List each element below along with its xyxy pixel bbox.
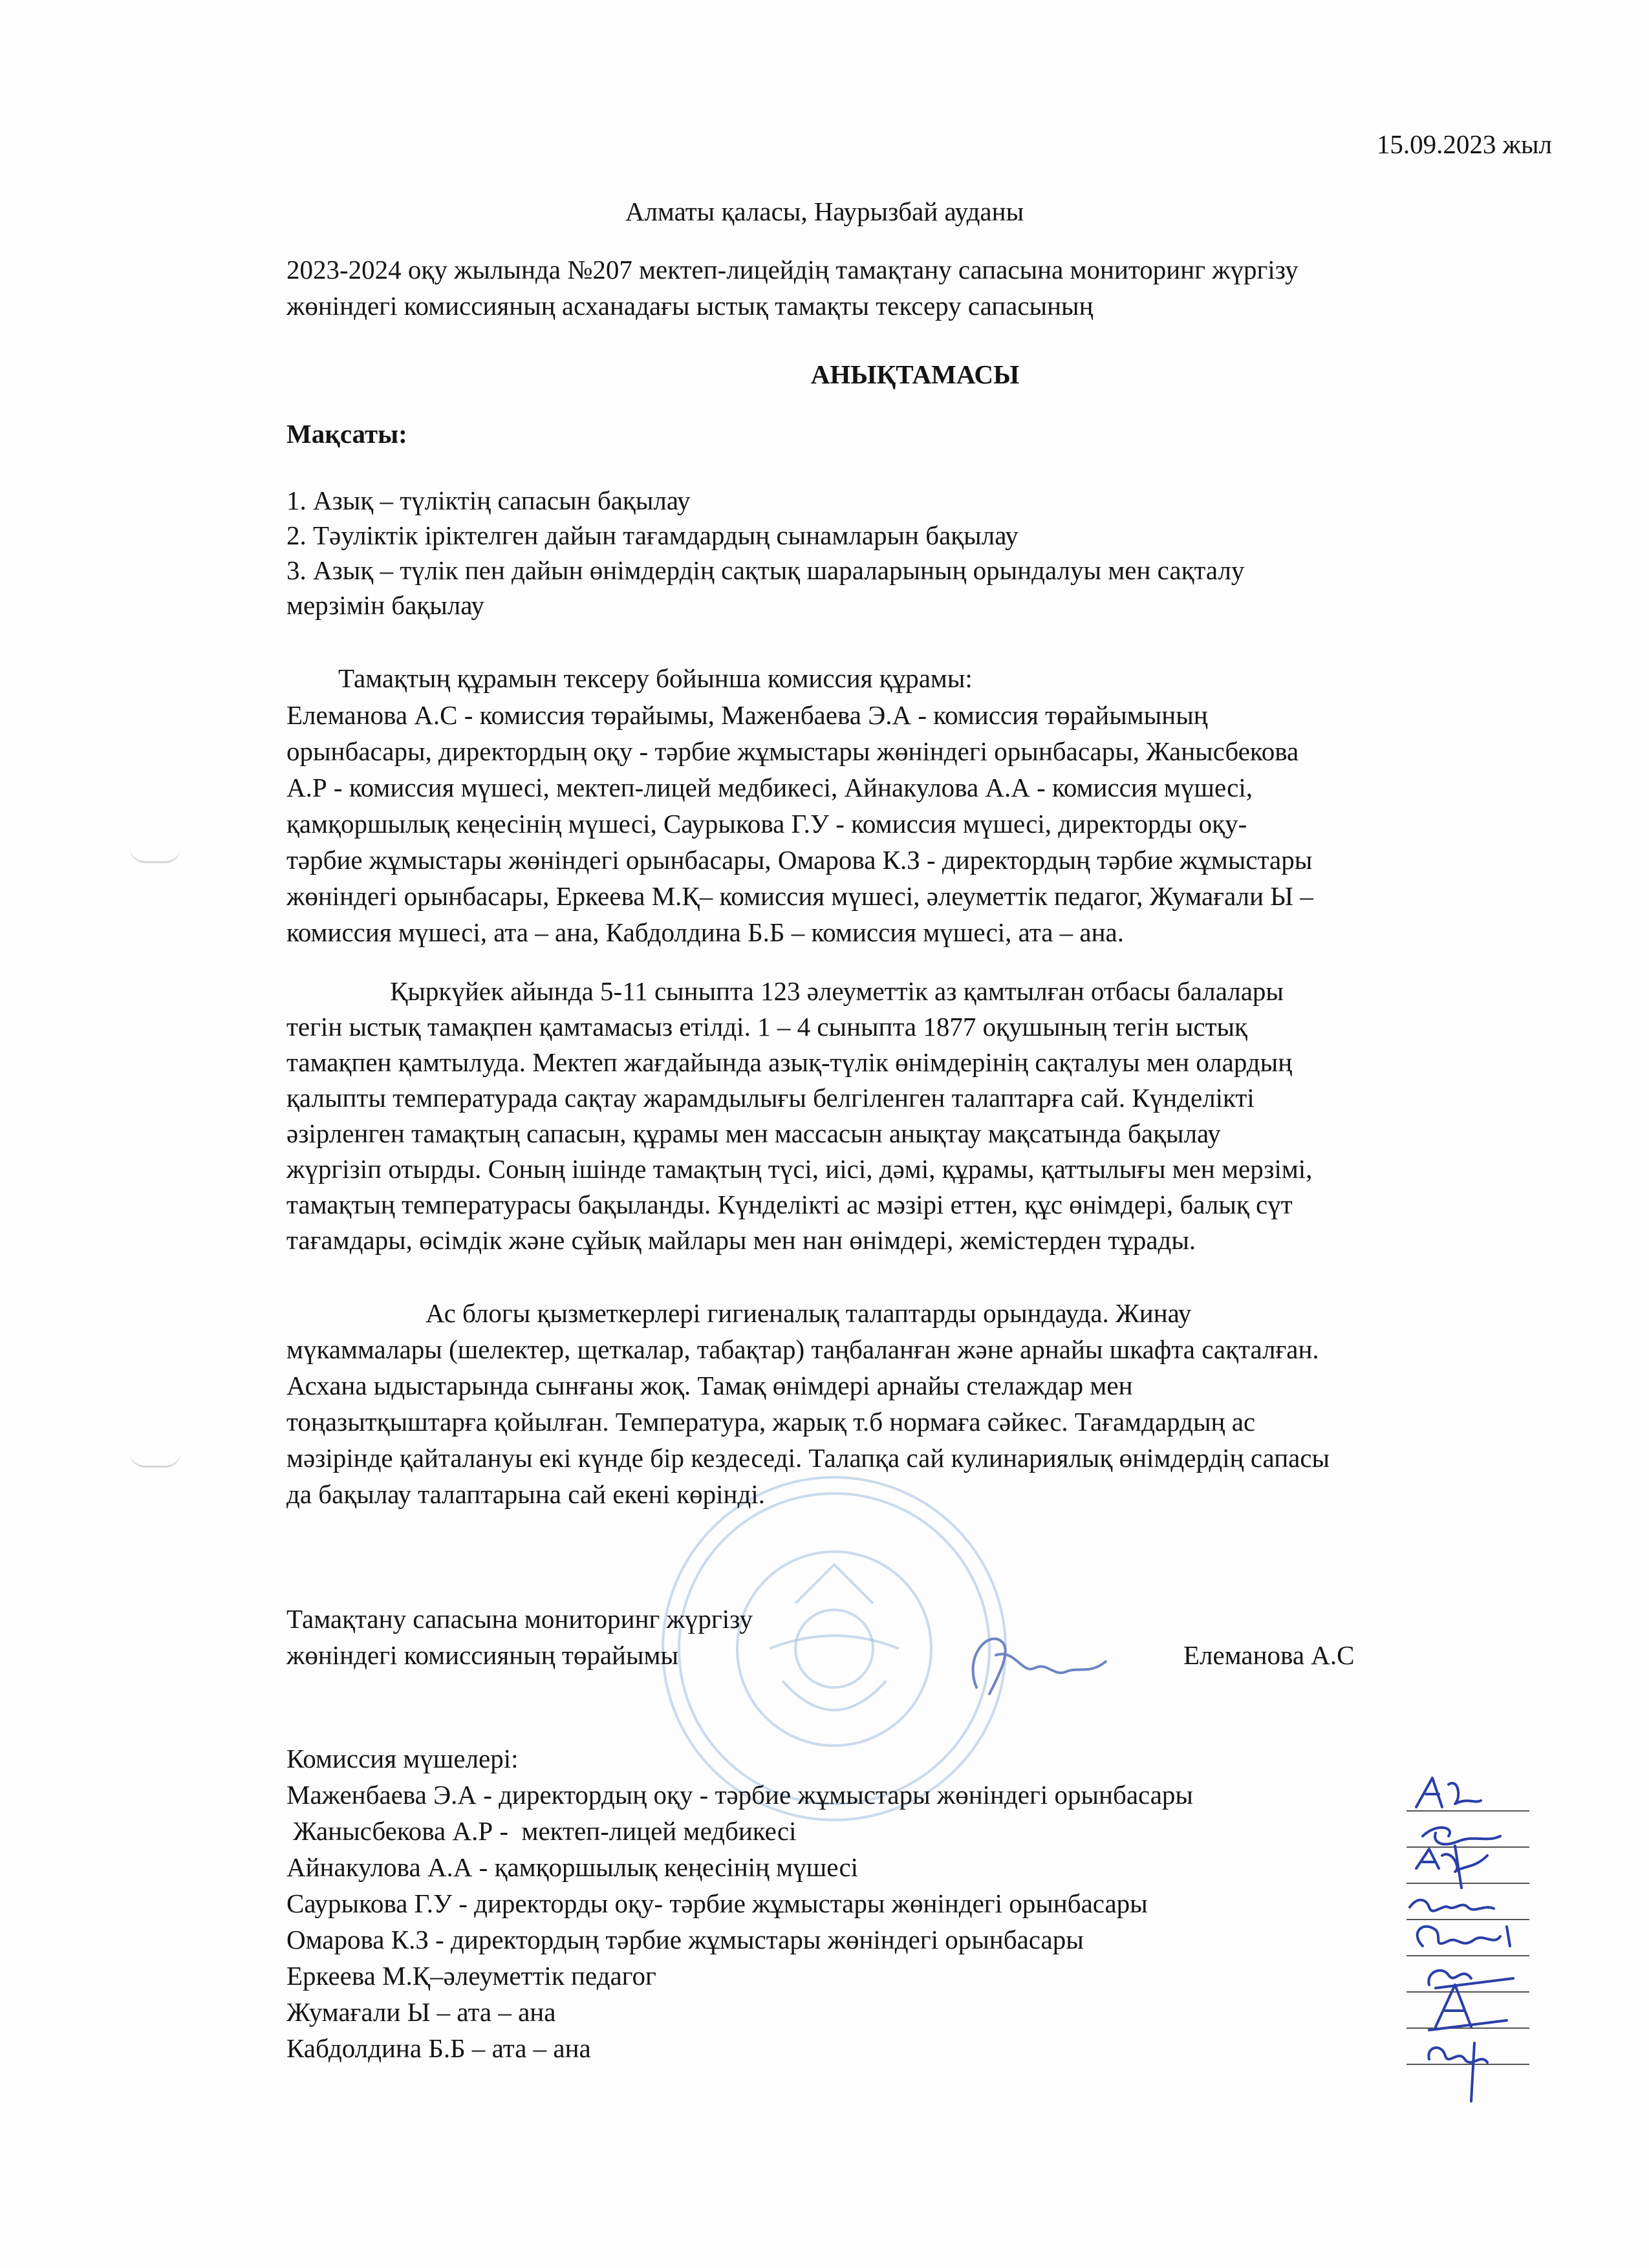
member-line: Жанысбекова А.Р - мектеп-лицей медбикесі bbox=[286, 1816, 797, 1846]
text-line: Елеманова А.С - комиссия төрайымы, Маженбаева Э.А - комиссия төрайымының bbox=[286, 700, 1208, 730]
scan-smudge bbox=[129, 847, 181, 863]
document-title-line-2: жөніндегі комиссияның асханадағы ыстық тамақты тексеру сапасының bbox=[286, 291, 1094, 321]
text-line: комиссия мүшесі, ата – ана, Кабдолдина Б.Б – комиссия мүшесі, ата – ана. bbox=[286, 917, 1125, 947]
member-line: Омарова К.З - директордың тәрбие жұмыстары жөніндегі орынбасары bbox=[286, 1925, 1084, 1954]
text-line: орынбасары, директордың оқу - тәрбие жұмыстары жөніндегі орынбасары, Жанысбекова bbox=[286, 736, 1299, 766]
member-line: Саурыкова Г.У - директорды оқу- тәрбие жұмыстары жөніндегі орынбасары bbox=[286, 1888, 1148, 1918]
goal-item: мерзімін бақылау bbox=[286, 590, 484, 620]
text-line: қалыпты температурада сақтау жарамдылығы белгіленген талаптарға сай. Күнделікті bbox=[286, 1083, 1255, 1113]
document-title-line-1: 2023-2024 оқу жылында №207 мектеп-лицейдің тамақтану сапасына мониторинг жүргізу bbox=[286, 255, 1299, 284]
member-line: Маженбаева Э.А - директордың оқу - тәрбие жұмыстары жөніндегі орынбасары bbox=[286, 1780, 1193, 1810]
chair-title-line-1: Тамақтану сапасына мониторинг жүргізу bbox=[286, 1604, 753, 1634]
document-date: 15.09.2023 жыл bbox=[1376, 129, 1552, 159]
text-line: тегін ыстық тамақпен қамтамасыз етілді. 1 – 4 сыныпта 1877 оқушының тегін ыстық bbox=[286, 1012, 1247, 1042]
member-line: Айнакулова А.А - қамқоршылық кеңесінің мүшесі bbox=[286, 1852, 859, 1882]
chair-signature bbox=[951, 1616, 1119, 1713]
member-line: Еркеева М.Қ–әлеуметтік педагог bbox=[286, 1961, 656, 1991]
member-signatures bbox=[1397, 1771, 1565, 2108]
text-line: мүкаммалары (шелектер, щеткалар, табақтар) таңбаланған және арнайы шкафта сақталған. bbox=[286, 1334, 1319, 1364]
text-line: Қыркүйек айында 5-11 сыныпта 123 әлеуметтік аз қамтылған отбасы балалары bbox=[390, 976, 1284, 1006]
text-line: мәзірінде қайталануы екі күнде бір кездеседі. Талапқа сай кулинариялық өнімдердің сапасы bbox=[286, 1443, 1330, 1473]
goal-item: 3. Азық – түлік пен дайын өнімдердің сақтық шараларының орындалуы мен сақталу bbox=[286, 555, 1245, 585]
text-line: әзірленген тамақтың сапасын, құрамы мен массасын анықтау мақсатында бақылау bbox=[286, 1118, 1221, 1148]
text-line: жүргізіп отырды. Соның ішінде тамақтың түсі, иісі, дәмі, құрамы, қаттылығы мен мерзімі, bbox=[286, 1154, 1313, 1184]
document-heading: АНЫҚТАМАСЫ bbox=[810, 359, 1020, 389]
text-line: А.Р - комиссия мүшесі, мектеп-лицей медбикесі, Айнакулова А.А - комиссия мүшесі, bbox=[286, 773, 1253, 802]
text-line: Ас блогы қызметкерлері гигиеналық талаптарды орындауда. Жинау bbox=[426, 1298, 1192, 1328]
goal-item: 2. Тәуліктік іріктелген дайын тағамдардың сынамларын бақылау bbox=[286, 520, 1018, 550]
scan-smudge bbox=[129, 1451, 181, 1468]
member-line: Кабдолдина Б.Б – ата – ана bbox=[286, 2033, 591, 2063]
text-line: тоңазытқыштарға қойылған. Температура, жарық т.б нормаға сәйкес. Тағамдардың ас bbox=[286, 1407, 1256, 1437]
commission-composition bbox=[286, 697, 1558, 950]
composition-intro: Тамақтың құрамын тексеру бойынша комиссия құрамы: bbox=[338, 663, 973, 693]
goal-item: 1. Азық – түліктің сапасын бақылау bbox=[286, 486, 691, 515]
text-line: қамқоршылық кеңесінің мүшесі, Саурыкова Г.У - комиссия мүшесі, директорды оқу- bbox=[286, 809, 1247, 839]
goals-list bbox=[286, 483, 1558, 623]
paragraph-hygiene bbox=[286, 1295, 1558, 1512]
text-line: Асхана ыдыстарында сынғаны жоқ. Тамақ өнімдері арнайы стелаждар мен bbox=[286, 1371, 1133, 1400]
document-location: Алматы қаласы, Наурызбай ауданы bbox=[625, 197, 1024, 226]
text-line: да бақылау талаптарына сай екені көрінді. bbox=[286, 1479, 765, 1509]
text-line: тамақпен қамтылуда. Мектеп жағдайында азық-түлік өнімдерінің сақталуы мен олардың bbox=[286, 1047, 1293, 1077]
member-line: Жумағали Ы – ата – ана bbox=[286, 1997, 556, 2027]
paragraph-feeding bbox=[286, 974, 1558, 1258]
chair-title-line-2: жөніндегі комиссияның төрайымы bbox=[286, 1640, 679, 1670]
purpose-label: Мақсаты: bbox=[286, 419, 407, 449]
text-line: тәрбие жұмыстары жөніндегі орынбасары, Омарова К.З - директордың тәрбие жұмыстары bbox=[286, 845, 1313, 875]
members-label: Комиссия мүшелері: bbox=[286, 1744, 519, 1773]
chair-name: Елеманова А.С bbox=[1183, 1640, 1355, 1670]
text-line: тамақтың температурасы бақыланды. Күнделікті ас мәзірі еттен, құс өнімдері, балық сүт bbox=[286, 1190, 1293, 1219]
text-line: жөніндегі орынбасары, Еркеева М.Қ– комиссия мүшесі, әлеуметтік педагог, Жумағали Ы – bbox=[286, 881, 1313, 911]
text-line: тағамдары, өсімдік және сұйық майлары мен нан өнімдері, жемістерден тұрады. bbox=[286, 1225, 1196, 1255]
